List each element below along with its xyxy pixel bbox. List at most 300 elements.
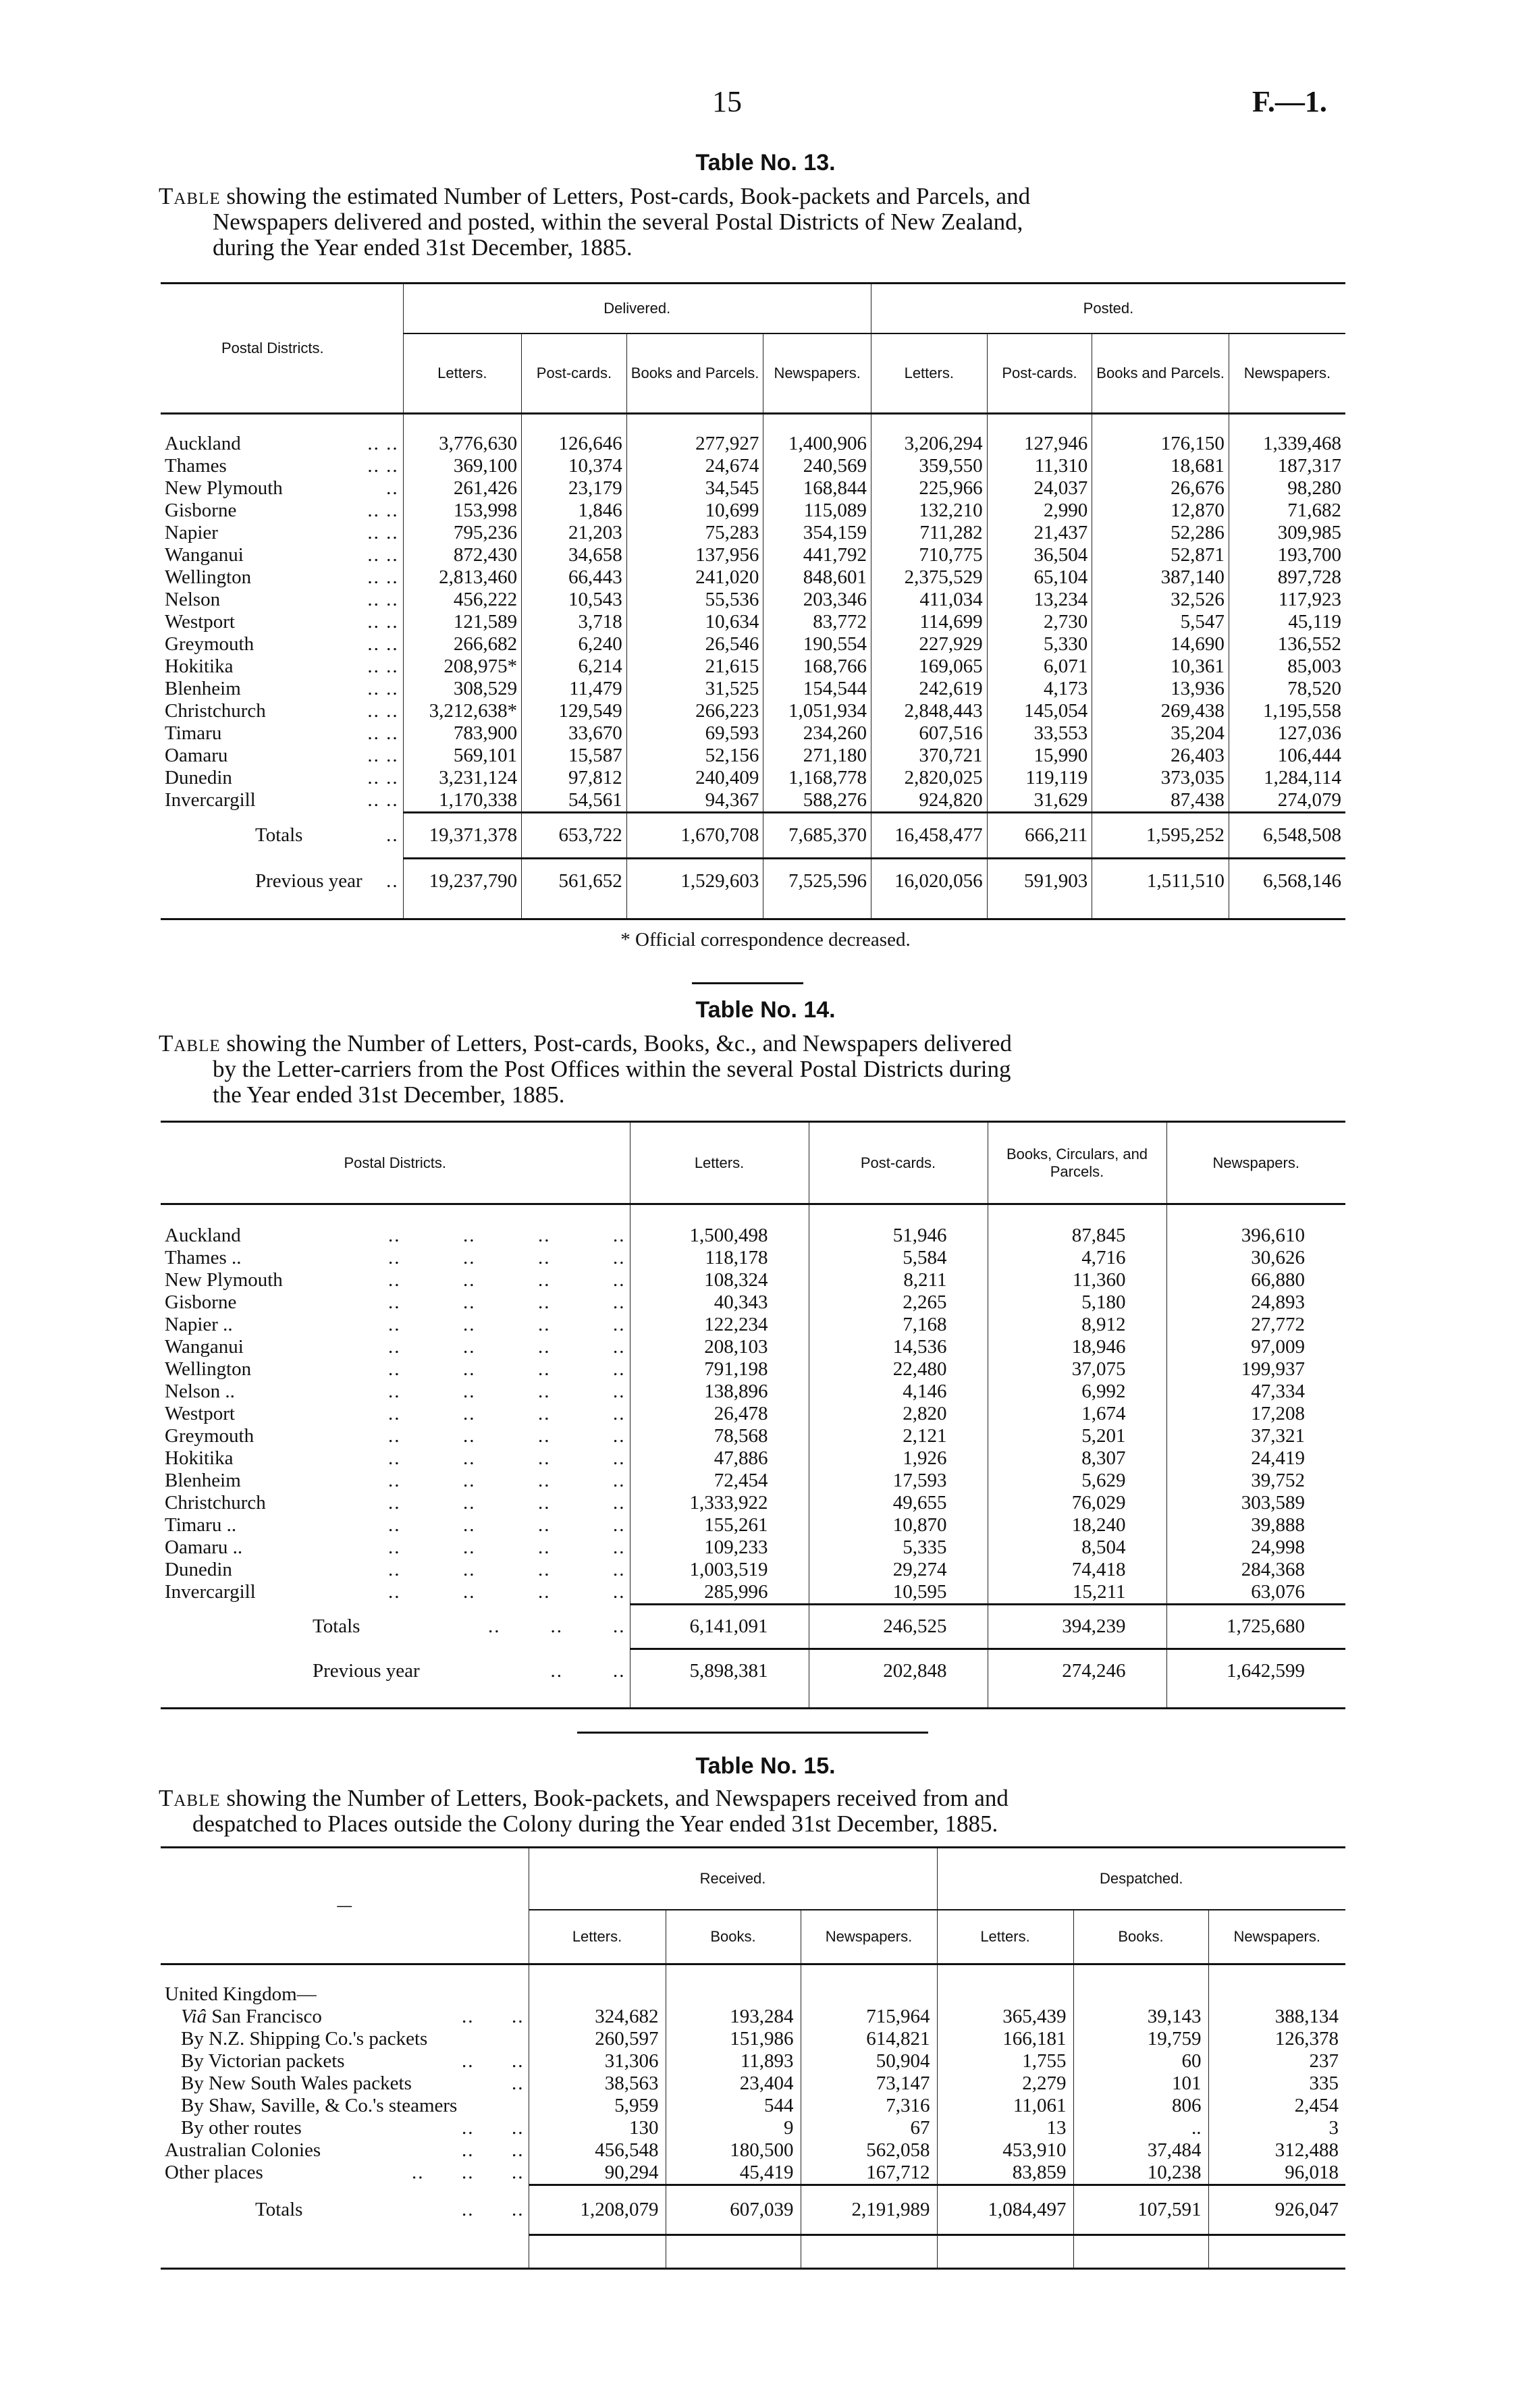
place-name: By N.Z. Shipping Co.'s packets <box>181 2027 428 2050</box>
value-cell: 261,426 <box>403 477 522 500</box>
value-cell: 5,584 <box>809 1247 988 1269</box>
district-cell <box>161 1447 630 1470</box>
place-name: Other places <box>165 2162 263 2184</box>
table13-footnote: * Official correspondence decreased. <box>620 929 911 951</box>
value-cell: 3,212,638* <box>403 700 522 722</box>
value-cell: 388,134 <box>1208 2006 1345 2028</box>
value-cell: 39,143 <box>1073 2006 1208 2028</box>
table-row <box>161 522 1345 544</box>
value-cell: 40,343 <box>630 1291 809 1314</box>
leader-dots: .. .. .. .. <box>388 1581 626 1603</box>
value-cell: 26,478 <box>630 1403 809 1425</box>
value-cell: 52,871 <box>1092 544 1229 566</box>
value-cell: 260,597 <box>529 2028 666 2050</box>
value-cell: 114,699 <box>871 611 987 633</box>
value-cell: 32,526 <box>1092 589 1229 611</box>
value-cell: 1,084,497 <box>937 2185 1073 2235</box>
value-cell: 1,195,558 <box>1229 700 1345 722</box>
leader-dots: .. .. <box>367 766 399 788</box>
group-label: United Kingdom— <box>165 1983 317 2005</box>
table15-title: Table No. 15. <box>695 1753 836 1779</box>
district-name: Gisborne <box>165 1291 237 1313</box>
value-cell: 5,330 <box>987 633 1092 655</box>
place-name: By Victorian packets <box>181 2050 345 2072</box>
value-cell: 8,912 <box>988 1314 1166 1336</box>
district-name: Dunedin <box>165 766 232 788</box>
district-name: Wanganui <box>165 543 244 566</box>
column-header: Books and Parcels. <box>626 333 763 413</box>
table-row <box>161 566 1345 589</box>
value-cell: 710,775 <box>871 544 987 566</box>
value-cell: 1,339,468 <box>1229 433 1345 455</box>
district-cell <box>161 455 403 477</box>
value-cell: 1,284,114 <box>1229 767 1345 789</box>
value-cell: 63,076 <box>1166 1581 1345 1605</box>
caption-lead: Table <box>159 183 221 209</box>
previous-row <box>161 858 1345 904</box>
column-header: Letters. <box>937 1910 1073 1964</box>
value-cell: 274,079 <box>1229 789 1345 813</box>
table15 <box>161 1846 1345 2270</box>
value-cell: 10,543 <box>522 589 627 611</box>
value-cell: 119,119 <box>987 767 1092 789</box>
value-cell: 15,587 <box>522 745 627 767</box>
value-cell: 24,037 <box>987 477 1092 500</box>
place-cell <box>161 2028 529 2050</box>
district-cell <box>161 1269 630 1291</box>
value-cell: 394,239 <box>988 1604 1166 1649</box>
leader-dots: .. .. .. .. <box>388 1447 626 1469</box>
value-cell: 45,119 <box>1229 611 1345 633</box>
value-cell: 1,642,599 <box>1166 1649 1345 1693</box>
table-row <box>161 789 1345 813</box>
value-cell: 2,279 <box>937 2072 1073 2095</box>
column-header: Post-cards. <box>522 333 627 413</box>
value-cell: 5,959 <box>529 2095 666 2117</box>
value-cell: 35,204 <box>1092 722 1229 745</box>
district-name: Timaru <box>165 722 222 744</box>
value-cell: 108,324 <box>630 1269 809 1291</box>
place-name: By Shaw, Saville, & Co.'s steamers <box>181 2094 458 2116</box>
value-cell: 19,759 <box>1073 2028 1208 2050</box>
value-cell: 23,179 <box>522 477 627 500</box>
district-cell <box>161 1425 630 1447</box>
value-cell: 47,334 <box>1166 1381 1345 1403</box>
leader-dots: .. .. <box>462 2050 525 2072</box>
leader-dots: .. .. .. .. <box>388 1224 626 1246</box>
value-cell: 13 <box>937 2117 1073 2139</box>
district-cell <box>161 767 403 789</box>
value-cell: 711,282 <box>871 522 987 544</box>
district-cell <box>161 1291 630 1314</box>
district-cell <box>161 633 403 655</box>
group-header-posted: Posted. <box>871 284 1345 334</box>
district-name: Blenheim <box>165 1469 241 1491</box>
value-cell: 10,595 <box>809 1581 988 1605</box>
value-cell: 5,335 <box>809 1536 988 1559</box>
value-cell: 2,191,989 <box>801 2185 937 2235</box>
value-cell: 1,674 <box>988 1403 1166 1425</box>
table-row <box>161 433 1345 455</box>
value-cell: 154,544 <box>763 678 871 700</box>
value-cell: 67 <box>801 2117 937 2139</box>
leader-dots: .. .. <box>367 722 399 744</box>
value-cell: 6,548,508 <box>1229 812 1345 858</box>
value-cell: 176,150 <box>1092 433 1229 455</box>
value-cell: 4,173 <box>987 678 1092 700</box>
value-cell: 369,100 <box>403 455 522 477</box>
district-name: Hokitika <box>165 655 234 677</box>
district-cell <box>161 611 403 633</box>
value-cell: 3,776,630 <box>403 433 522 455</box>
district-name: Wanganui <box>165 1335 244 1358</box>
table-row <box>161 1425 1345 1447</box>
value-cell: 60 <box>1073 2050 1208 2072</box>
value-cell: 1,926 <box>809 1447 988 1470</box>
district-name: Oamaru <box>165 744 228 766</box>
district-cell <box>161 500 403 522</box>
table-row <box>161 1559 1345 1581</box>
table-row <box>161 1403 1345 1425</box>
value-cell: 137,956 <box>626 544 763 566</box>
value-cell: 132,210 <box>871 500 987 522</box>
value-cell: 308,529 <box>403 678 522 700</box>
value-cell: 121,589 <box>403 611 522 633</box>
leader-dots: .. .. <box>367 566 399 588</box>
value-cell: 6,141,091 <box>630 1604 809 1649</box>
table-row <box>161 1291 1345 1314</box>
column-header: Newspapers. <box>763 333 871 413</box>
column-header-blank: — <box>337 1897 352 1914</box>
leader-dots: .. .. <box>367 521 399 543</box>
value-cell: 180,500 <box>666 2139 801 2162</box>
value-cell: 5,629 <box>988 1470 1166 1492</box>
column-header: Letters. <box>871 333 987 413</box>
value-cell: 17,208 <box>1166 1403 1345 1425</box>
leader-dots: .. .. <box>462 2139 525 2161</box>
value-cell: 136,552 <box>1229 633 1345 655</box>
value-cell: 234,260 <box>763 722 871 745</box>
leader-dots: .. .. <box>367 454 399 477</box>
value-cell: 7,685,370 <box>763 812 871 858</box>
value-cell: 11,360 <box>988 1269 1166 1291</box>
value-cell: 2,121 <box>809 1425 988 1447</box>
place-cell <box>161 2006 529 2028</box>
table-row <box>161 455 1345 477</box>
table-row <box>161 1581 1345 1605</box>
value-cell: 37,321 <box>1166 1425 1345 1447</box>
place-name: By New South Wales packets <box>181 2072 412 2094</box>
leader-dots: .. .. .. .. <box>388 1469 626 1491</box>
totals-row: Totals .. .. 1,208,079 607,039 2,191,989 1,084,497 107,591 926,047 <box>161 2185 1345 2235</box>
district-name: Westport <box>165 610 235 633</box>
value-cell: 190,554 <box>763 633 871 655</box>
district-cell <box>161 678 403 700</box>
value-cell: 49,655 <box>809 1492 988 1514</box>
district-name: Auckland <box>165 432 241 454</box>
district-cell <box>161 745 403 767</box>
value-cell: 15,211 <box>988 1581 1166 1605</box>
value-cell: 365,439 <box>937 2006 1073 2028</box>
value-cell: 87,845 <box>988 1225 1166 1247</box>
leader-dots: .. .. <box>367 655 399 677</box>
value-cell: 1,511,510 <box>1092 858 1229 904</box>
leader-dots: .. .. <box>367 499 399 521</box>
table-row <box>161 722 1345 745</box>
section-divider <box>692 982 803 984</box>
value-cell: 55,536 <box>626 589 763 611</box>
value-cell: 4,716 <box>988 1247 1166 1269</box>
table-row <box>161 1225 1345 1247</box>
leader-dots: .. .. <box>367 588 399 610</box>
value-cell: 1,725,680 <box>1166 1604 1345 1649</box>
group-row <box>161 1983 1345 2006</box>
table14-caption: Table showing the Number of Letters, Post-cards, Books, &c., and Newspapers delivered by the Letter-carriers from the Post Offices within the several Postal Districts during the Year ended 31st December, 1885. <box>159 1030 1012 1108</box>
table-row <box>161 1447 1345 1470</box>
value-cell: 561,652 <box>522 858 627 904</box>
value-cell: 145,054 <box>987 700 1092 722</box>
place-cell <box>161 2072 529 2095</box>
value-cell: 96,018 <box>1208 2162 1345 2185</box>
district-cell <box>161 433 403 455</box>
value-cell: 97,009 <box>1166 1336 1345 1358</box>
leader-dots: .. .. .. .. <box>388 1246 626 1268</box>
value-cell: 284,368 <box>1166 1559 1345 1581</box>
place-name: Australian Colonies <box>165 2139 321 2161</box>
column-header: Post-cards. <box>987 333 1092 413</box>
value-cell: 109,233 <box>630 1536 809 1559</box>
value-cell: 26,676 <box>1092 477 1229 500</box>
value-cell: 168,766 <box>763 655 871 678</box>
value-cell: 2,990 <box>987 500 1092 522</box>
value-cell: 24,893 <box>1166 1291 1345 1314</box>
district-cell <box>161 1536 630 1559</box>
value-cell: 373,035 <box>1092 767 1229 789</box>
value-cell: 12,870 <box>1092 500 1229 522</box>
value-cell: 1,168,778 <box>763 767 871 789</box>
value-cell: 26,403 <box>1092 745 1229 767</box>
table13-caption: Table showing the estimated Number of Letters, Post-cards, Book-packets and Parcels, and Newspapers delivered and posted, within the several Postal Districts of New Zealand, during the Year ended 31st December, 1885. <box>159 183 1031 261</box>
value-cell: 806 <box>1073 2095 1208 2117</box>
value-cell: 441,792 <box>763 544 871 566</box>
value-cell: 167,712 <box>801 2162 937 2185</box>
value-cell: 52,286 <box>1092 522 1229 544</box>
table15-caption: Table showing the Number of Letters, Book-packets, and Newspapers received from and despatched to Places outside the Colony during the Year ended 31st December, 1885. <box>159 1785 1009 1837</box>
leader-dots: .. .. <box>367 699 399 722</box>
district-cell <box>161 477 403 500</box>
value-cell: 791,198 <box>630 1358 809 1381</box>
district-cell <box>161 544 403 566</box>
value-cell: 237 <box>1208 2050 1345 2072</box>
district-name: Invercargill <box>165 789 256 811</box>
district-name: Christchurch <box>165 699 266 722</box>
district-cell <box>161 1581 630 1605</box>
value-cell: 18,681 <box>1092 455 1229 477</box>
column-header: Letters. <box>403 333 522 413</box>
value-cell: 34,545 <box>626 477 763 500</box>
value-cell: 85,003 <box>1229 655 1345 678</box>
value-cell: 269,438 <box>1092 700 1229 722</box>
leader-dots: .. .. .. <box>412 2162 525 2184</box>
leader-dots: .. .. <box>367 610 399 633</box>
value-cell: 101 <box>1073 2072 1208 2095</box>
value-cell: 11,061 <box>937 2095 1073 2117</box>
value-cell: 1,595,252 <box>1092 812 1229 858</box>
value-cell: 10,238 <box>1073 2162 1208 2185</box>
totals-row <box>161 812 1345 858</box>
value-cell: 39,752 <box>1166 1470 1345 1492</box>
table-row <box>161 2072 1345 2095</box>
value-cell: 193,700 <box>1229 544 1345 566</box>
district-name: Greymouth <box>165 1424 254 1447</box>
column-header-district: Postal Districts. <box>344 1154 447 1171</box>
table-row <box>161 477 1345 500</box>
value-cell: 359,550 <box>871 455 987 477</box>
value-cell: 1,333,922 <box>630 1492 809 1514</box>
value-cell: 456,222 <box>403 589 522 611</box>
district-name: Greymouth <box>165 633 254 655</box>
value-cell: 168,844 <box>763 477 871 500</box>
column-header-district: Postal Districts. <box>221 340 324 356</box>
value-cell: 22,480 <box>809 1358 988 1381</box>
totals-label-cell: Totals .. <box>255 824 399 846</box>
table-row <box>161 1470 1345 1492</box>
value-cell: 5,547 <box>1092 611 1229 633</box>
place-cell <box>161 2162 529 2185</box>
value-cell: 8,211 <box>809 1269 988 1291</box>
value-cell: 115,089 <box>763 500 871 522</box>
place-cell <box>161 2139 529 2162</box>
leader-dots: .. .. <box>367 633 399 655</box>
value-cell: 73,147 <box>801 2072 937 2095</box>
value-cell: 3,206,294 <box>871 433 987 455</box>
value-cell: 65,104 <box>987 566 1092 589</box>
value-cell: 202,848 <box>809 1649 988 1693</box>
group-header-received: Received. <box>529 1848 937 1910</box>
district-cell <box>161 789 403 813</box>
table-row <box>161 633 1345 655</box>
district-name: Hokitika <box>165 1447 234 1469</box>
value-cell: 2,848,443 <box>871 700 987 722</box>
district-name: Napier .. <box>165 1313 233 1335</box>
value-cell: 130 <box>529 2117 666 2139</box>
value-cell: 33,553 <box>987 722 1092 745</box>
value-cell: 396,610 <box>1166 1225 1345 1247</box>
table-row <box>161 745 1345 767</box>
value-cell: 544 <box>666 2095 801 2117</box>
district-cell <box>161 566 403 589</box>
table-row <box>161 2139 1345 2162</box>
value-cell: 456,548 <box>529 2139 666 2162</box>
district-cell <box>161 1403 630 1425</box>
value-cell: 7,525,596 <box>763 858 871 904</box>
value-cell: 30,626 <box>1166 1247 1345 1269</box>
place-cell <box>161 2095 529 2117</box>
value-cell: 14,536 <box>809 1336 988 1358</box>
table-row <box>161 678 1345 700</box>
value-cell: 6,071 <box>987 655 1092 678</box>
value-cell: 66,880 <box>1166 1269 1345 1291</box>
table14-title: Table No. 14. <box>695 997 836 1023</box>
value-cell: 155,261 <box>630 1514 809 1536</box>
value-cell: 78,520 <box>1229 678 1345 700</box>
value-cell: 3,231,124 <box>403 767 522 789</box>
value-cell: 126,378 <box>1208 2028 1345 2050</box>
district-cell <box>161 722 403 745</box>
value-cell: 94,367 <box>626 789 763 813</box>
district-cell <box>161 1470 630 1492</box>
table-row <box>161 589 1345 611</box>
district-name: Nelson <box>165 588 221 610</box>
district-cell <box>161 1358 630 1381</box>
value-cell: 193,284 <box>666 2006 801 2028</box>
value-cell: 783,900 <box>403 722 522 745</box>
group-header-despatched: Despatched. <box>937 1848 1345 1910</box>
value-cell: 926,047 <box>1208 2185 1345 2235</box>
leader-dots: .. .. <box>367 677 399 699</box>
column-header: Newspapers. <box>801 1910 937 1964</box>
value-cell: 199,937 <box>1166 1358 1345 1381</box>
value-cell: 33,670 <box>522 722 627 745</box>
value-cell: 126,646 <box>522 433 627 455</box>
value-cell: 45,419 <box>666 2162 801 2185</box>
value-cell: 36,504 <box>987 544 1092 566</box>
table-row <box>161 1336 1345 1358</box>
value-cell: 72,454 <box>630 1470 809 1492</box>
table-row <box>161 1247 1345 1269</box>
document-reference: F.—1. <box>1252 85 1327 118</box>
table-row <box>161 1358 1345 1381</box>
value-cell: 303,589 <box>1166 1492 1345 1514</box>
leader-dots: .. .. .. .. <box>388 1291 626 1313</box>
table-row <box>161 767 1345 789</box>
district-name: Auckland <box>165 1224 241 1246</box>
value-cell: 1,208,079 <box>529 2185 666 2235</box>
previous-row: Previous year .. .. 5,898,381 202,848 274,246 1,642,599 <box>161 1649 1345 1693</box>
leader-dots: .. .. .. .. <box>388 1268 626 1291</box>
value-cell: 5,201 <box>988 1425 1166 1447</box>
district-name: New Plymouth <box>165 1268 283 1291</box>
value-cell: 1,846 <box>522 500 627 522</box>
value-cell: 9 <box>666 2117 801 2139</box>
value-cell: 1,051,934 <box>763 700 871 722</box>
value-cell: 21,437 <box>987 522 1092 544</box>
district-name: Oamaru .. <box>165 1536 243 1558</box>
leader-dots: .. <box>386 477 399 499</box>
value-cell: 151,986 <box>666 2028 801 2050</box>
value-cell: 107,591 <box>1073 2185 1208 2235</box>
value-cell: 354,159 <box>763 522 871 544</box>
value-cell: 21,203 <box>522 522 627 544</box>
leader-dots: .. <box>512 2072 525 2094</box>
leader-dots: .. .. <box>367 789 399 811</box>
value-cell: 15,990 <box>987 745 1092 767</box>
value-cell: 3 <box>1208 2117 1345 2139</box>
value-cell: 795,236 <box>403 522 522 544</box>
leader-dots: .. .. .. .. <box>388 1313 626 1335</box>
value-cell: 715,964 <box>801 2006 937 2028</box>
value-cell: 78,568 <box>630 1425 809 1447</box>
value-cell: 34,658 <box>522 544 627 566</box>
district-name: Gisborne <box>165 499 237 521</box>
district-cell <box>161 522 403 544</box>
value-cell: 17,593 <box>809 1470 988 1492</box>
value-cell: 2,730 <box>987 611 1092 633</box>
district-cell <box>161 1492 630 1514</box>
value-cell: 274,246 <box>988 1649 1166 1693</box>
value-cell: 38,563 <box>529 2072 666 2095</box>
value-cell: 83,772 <box>763 611 871 633</box>
